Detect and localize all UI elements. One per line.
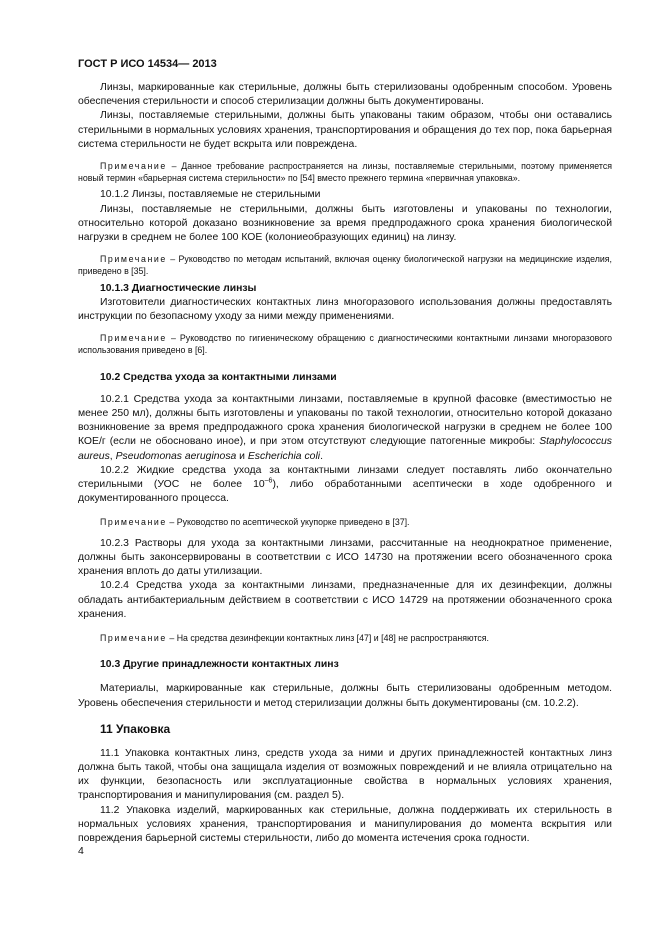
paragraph-11-1: 11.1 Упаковка контактных линз, средств ухода за ними и других принадлежностей контактных линз должна быть такой, чтобы она защищала изделия от возможных повреждений и не влияла отрицательно на их функции, безопасность или эксплуатационные свойства в нормальных условиях хранения, транспортирования и манипулирования (см. раздел 5).: [78, 747, 612, 802]
paragraph-nonsterile-lenses: Линзы, поставляемые не стерильными, должны быть изготовлены и упакованы по технологии, относительно которой доказано возникновение за время предпродажного срока хранения биологической нагрузки в среднем не более 100 КОЕ (колониеобразующих единиц) на линзу.: [78, 203, 612, 244]
note-5: Примечание – На средства дезинфекции контактных линз [47] и [48] не распространяются.: [100, 632, 489, 643]
heading-10-1-2: 10.1.2 Линзы, поставляемые не стерильными: [100, 189, 321, 201]
note-label: Примечание: [100, 333, 167, 344]
paragraph-10-3: Материалы, маркированные как стерильные, должны быть стерилизованы одобренным методом. Уровень обеспечения стерильности и метод стерилизации должны быть документированы (см. 10.2.2).: [78, 683, 612, 709]
document-body: [78, 81, 612, 846]
paragraph-10-2-4: 10.2.4 Средства ухода за контактными линзами, предназначенные для их дезинфекции, должны обладать антибактериальным действием в соответствии с ИСО 14729 на протяжении обозначенного срока хранения.: [78, 580, 612, 620]
note-label: Примечание: [100, 254, 167, 265]
heading-11: 11 Упаковка: [100, 721, 171, 736]
paragraph-11-2: 11.2 Упаковка изделий, маркированных как стерильные, должна поддерживать их стерильность в нормальных условиях хранения, транспортирования и манипулирования до момента вскрытия или повреждения барьерной системы стерильности, либо до момента истечения срока годности.: [78, 804, 612, 844]
note-3: Примечание – Руководство по гигиеническому обращению с диагностическими контактными линзами многоразового использования приведено в [6].: [78, 333, 612, 356]
note-label: Примечание: [100, 632, 167, 643]
note-2: Примечание – Руководство по методам испытаний, включая оценку биологической нагрузки на медицинские изделия, приведено в [35].: [78, 254, 612, 277]
heading-10-1-3: 10.1.3 Диагностические линзы: [100, 282, 257, 294]
paragraph-lenses-packaging: Линзы, поставляемые стерильными, должны быть упакованы таким образом, чтобы они оставались стерильными в нормальных условиях хранения, транспортирования и обращения до тех пор, пока барьерная система стерильности не будет вскрыта или повреждена.: [78, 110, 612, 150]
document-header: ГОСТ Р ИСО 14534— 2013: [78, 58, 217, 70]
paragraph-10-2-3: 10.2.3 Растворы для ухода за контактными линзами, рассчитанные на неоднократное применение, должны быть законсервированы в соответствии с ИСО 14730 на протяжении всего обозначенного срока хранения вплоть до даты утилизации.: [78, 537, 612, 578]
note-label: Примечание: [100, 517, 167, 528]
paragraph-diagnostic-lenses: Изготовители диагностических контактных линз многоразового использования должны предоставлять инструкции по безопасному уходу за ними между применениями.: [78, 296, 612, 323]
note-label: Примечание: [100, 161, 167, 172]
paragraph-10-2-2: 10.2.2 Жидкие средства ухода за контактными линзами следует поставлять либо окончательно стерильными (УОС не более $10^{-6}$), либо обработанными асептически в ходе одобренного и документированного процесса.: [78, 464, 612, 505]
heading-10-3: 10.3 Другие принадлежности контактных линз: [100, 659, 339, 671]
note-4: Примечание – Руководство по асептической укупорке приведено в [37].: [100, 517, 410, 528]
page-number: 4: [78, 845, 84, 857]
paragraph-lenses-sterile: Линзы, маркированные как стерильные, должны быть стерилизованы одобренным способом. Уровень обеспечения стерильности и способ стерилизации должны быть документированы.: [78, 82, 612, 108]
heading-10-2: 10.2 Средства ухода за контактными линзами: [100, 371, 337, 383]
note-1: Примечание – Данное требование распространяется на линзы, поставляемые стерильными, поэтому применяется новый термин «барьерная система стерильности» по [54] вместо прежнего термина «первичная упаковка».: [78, 161, 612, 184]
paragraph-10-2-1: 10.2.1 Средства ухода за контактными линзами, поставляемые в крупной фасовке (вместимостью не менее 250 мл), должны быть изготовлены и упакованы по такой технологии, относительно которой доказано возникновение за время предпродажного срока хранения биологической нагрузки в среднем не более 100 КОЕ/г (если не обосновано иное), и при этом отсутствуют следующие патогенные микробы: Staphylococcus aureus, Pseudomonas aeruginosa и Escherichia coli.: [78, 393, 612, 462]
